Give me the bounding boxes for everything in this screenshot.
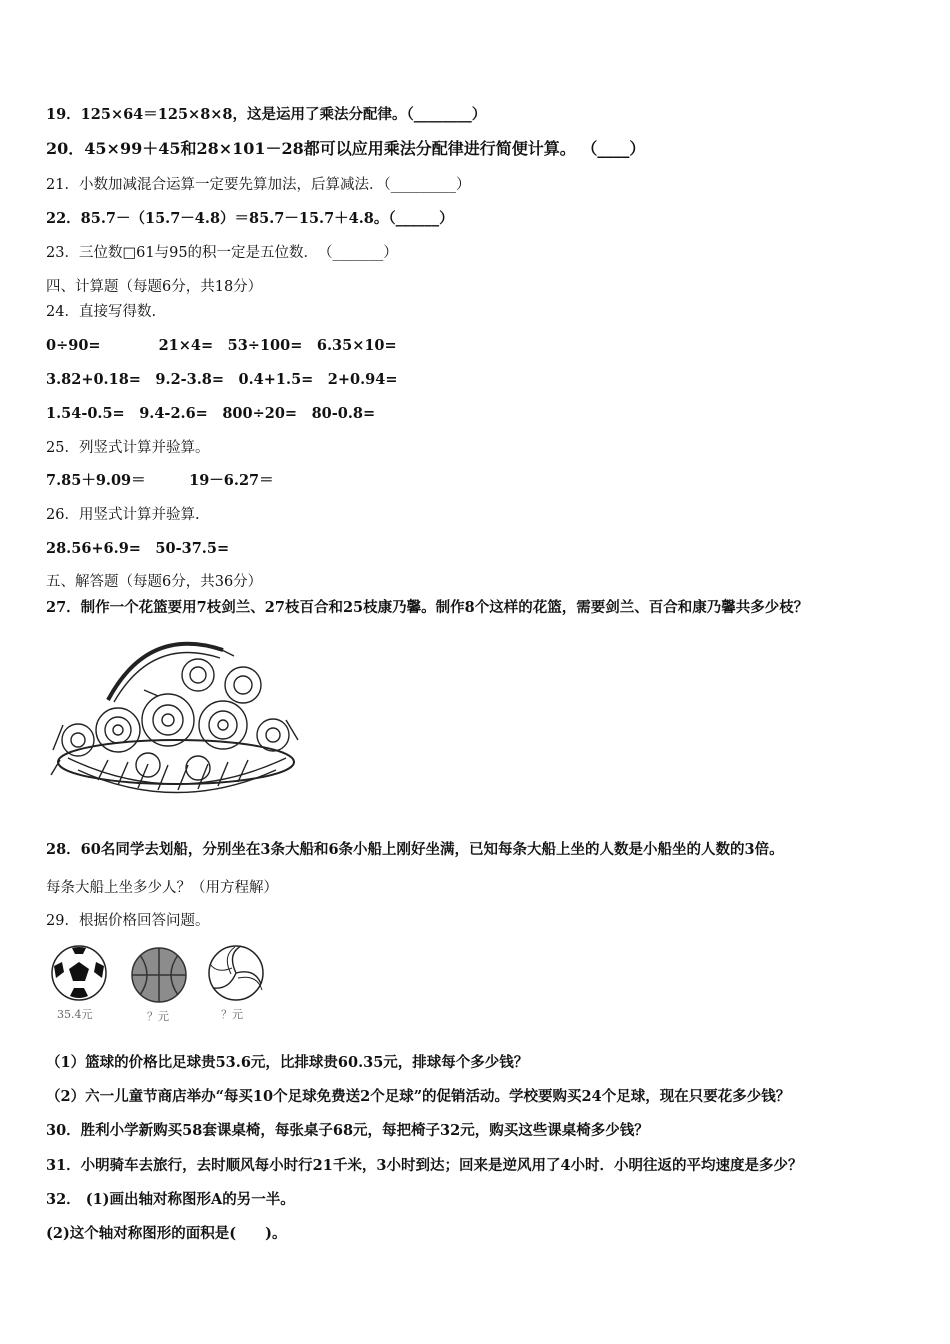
line-24: 24．直接写得数.	[46, 304, 157, 320]
line-26: 26．用竖式计算并验算.	[46, 507, 200, 523]
volleyball-price: ？元	[221, 1008, 243, 1021]
line-20: 20．45×99＋45和28×101－28都可以应用乘法分配律进行简便计算。 （____）	[46, 139, 646, 158]
line-29-q2: （2）六一儿童节商店举办“每买10个足球免费送2个足球”的促销活动。学校要购买24个足球，现在只要花多少钱？	[46, 1088, 791, 1105]
calc-row-3: 1.54-0.5= 9.4-2.6= 800÷20= 80-0.8=	[46, 405, 376, 422]
line-19: 19．125×64＝125×8×8，这是运用了乘法分配律。（________）	[46, 106, 487, 123]
volleyball-icon	[207, 944, 265, 1002]
flower-basket-image	[48, 630, 304, 802]
line-25: 25．列竖式计算并验算。	[46, 440, 210, 456]
line-28-cont: 每条大船上坐多少人？（用方程解）	[46, 880, 278, 896]
line-22: 22．85.7－（15.7－4.8）＝85.7－15.7＋4.8。（______）	[46, 210, 454, 227]
section-5-heading: 五、解答题（每题6分，共36分）	[46, 574, 263, 590]
line-30: 30．胜利小学新购买58套课桌椅，每张桌子68元，每把椅子32元，购买这些课桌椅多少钱？	[46, 1122, 649, 1139]
line-32-q2: (2)这个轴对称图形的面积是( )。	[46, 1225, 287, 1242]
section-4-heading: 四、计算题（每题6分，共18分）	[46, 279, 263, 295]
line-27: 27．制作一个花篮要用7枝剑兰、27枝百合和25枝康乃馨。制作8个这样的花篮，需要剑兰、百合和康乃馨共多少枝？	[46, 599, 809, 616]
basketball-price: ？元	[147, 1010, 169, 1023]
line-31: 31．小明骑车去旅行，去时顺风每小时行21千米，3小时到达；回来是逆风用了4小时．小明往返的平均速度是多少？	[46, 1157, 803, 1174]
basketball-icon	[130, 946, 188, 1004]
line-32: 32． (1)画出轴对称图形A的另一半。	[46, 1191, 295, 1208]
soccer-ball-icon	[50, 944, 108, 1002]
calc-row-2: 3.82+0.18= 9.2-3.8= 0.4+1.5= 2+0.94=	[46, 371, 398, 388]
calc-row-1: 0÷90= 21×4= 53÷100= 6.35×10=	[46, 337, 397, 354]
vertical-calc-26: 28.56+6.9= 50-37.5=	[46, 540, 230, 557]
vertical-calc-25: 7.85＋9.09＝ 19－6.27＝	[46, 472, 274, 489]
line-28: 28．60名同学去划船，分别坐在3条大船和6条小船上刚好坐满，已知每条大船上坐的人数是小船坐的人数的3倍。	[46, 841, 784, 858]
line-29: 29．根据价格回答问题。	[46, 913, 210, 929]
line-21: 21．小数加减混合运算一定要先算加法，后算减法．（_________）	[46, 177, 471, 193]
line-23: 23．三位数□61与95的积一定是五位数． （_______）	[46, 245, 398, 261]
line-29-q1: （1）篮球的价格比足球贵53.6元，比排球贵60.35元，排球每个多少钱？	[46, 1054, 529, 1071]
soccer-price: 35.4元	[57, 1008, 93, 1021]
